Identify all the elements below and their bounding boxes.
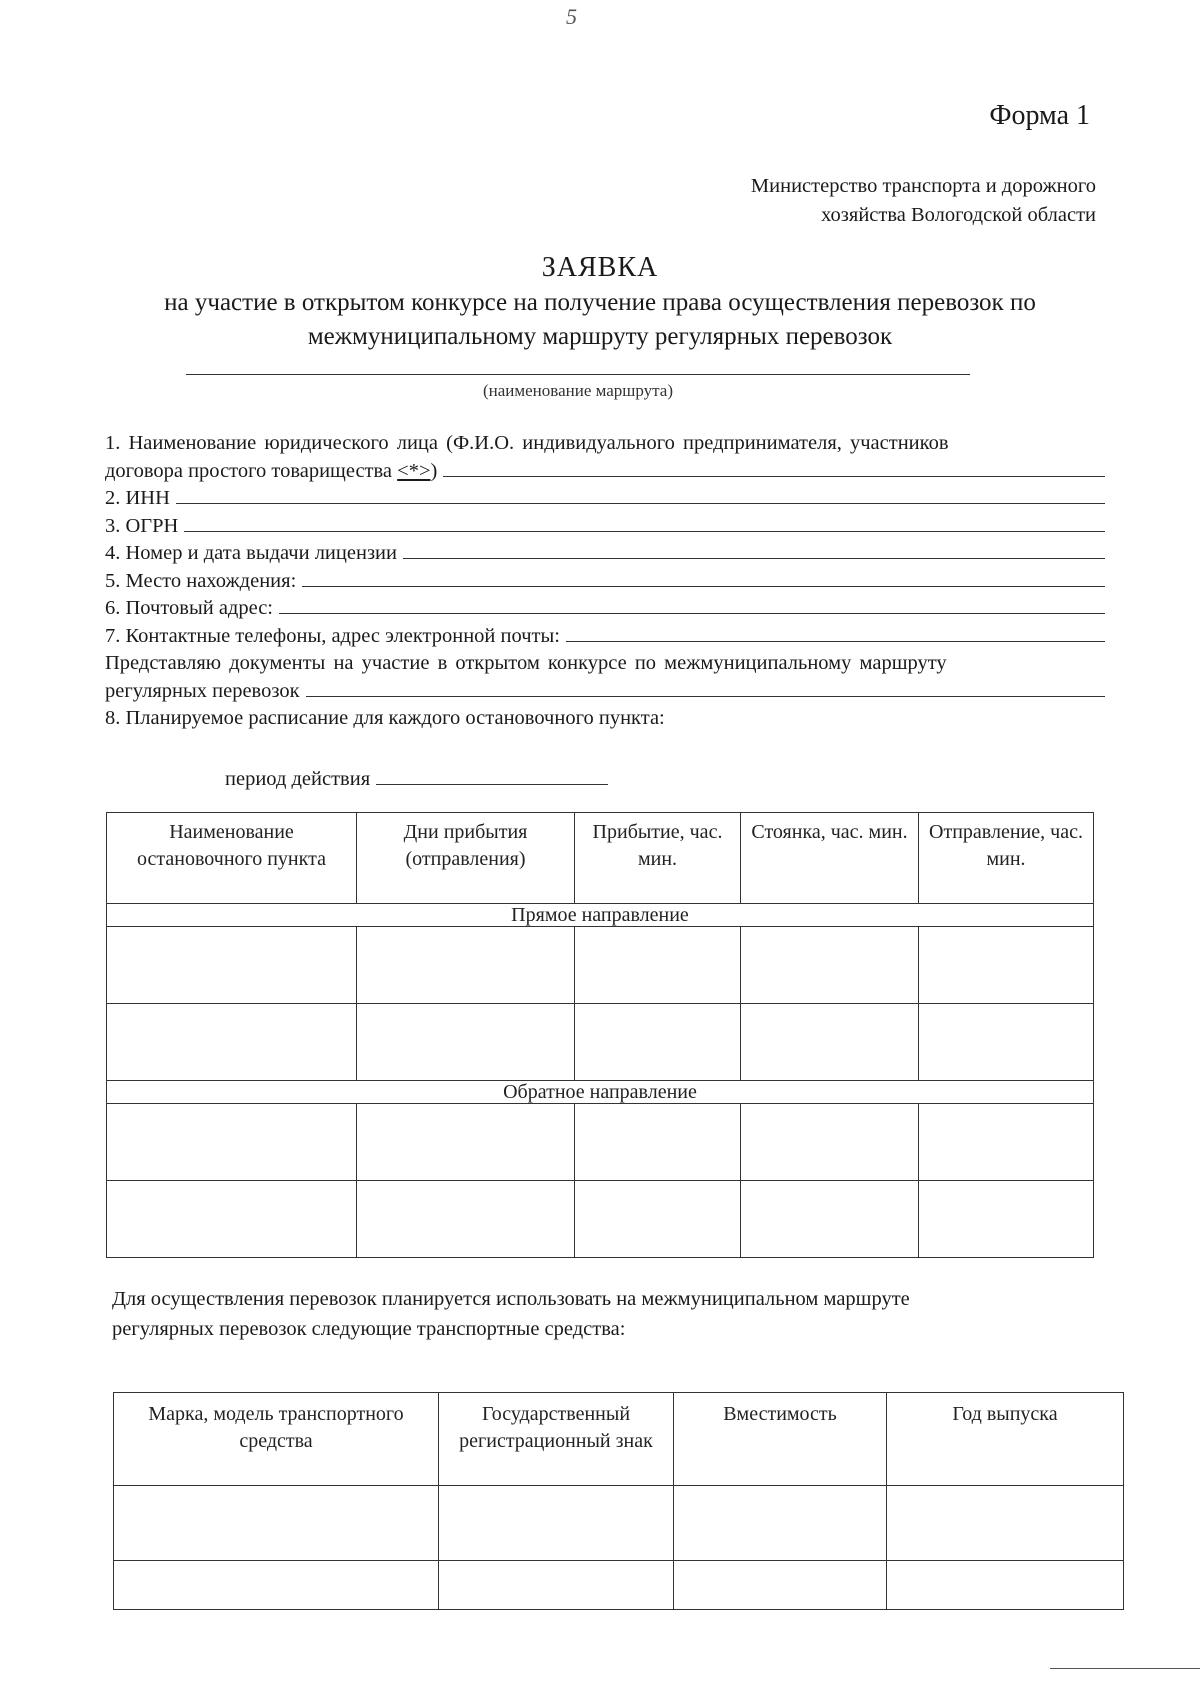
table-cell[interactable] bbox=[107, 1004, 357, 1081]
vehicle-header-row bbox=[114, 1393, 1124, 1486]
table-cell[interactable] bbox=[357, 1104, 575, 1181]
footnote-marker: <*> bbox=[397, 459, 431, 482]
inn-input[interactable] bbox=[176, 487, 1105, 504]
vehicles-intro-text-1: Для осуществления перевозок планируется использовать на межмуниципальном маршруте bbox=[112, 1288, 910, 1310]
legal-entity-name-input[interactable] bbox=[443, 460, 1105, 477]
field-1-line-1 bbox=[105, 430, 1105, 458]
table-row bbox=[114, 1486, 1124, 1561]
table-cell[interactable] bbox=[919, 1104, 1094, 1181]
table-cell[interactable] bbox=[575, 1104, 741, 1181]
route-name-field[interactable] bbox=[186, 374, 970, 375]
vehicles-intro-line-2: регулярных перевозок следующие транспортные средства: bbox=[112, 1318, 626, 1340]
table-cell[interactable] bbox=[887, 1486, 1124, 1561]
vehicles-intro-line-1 bbox=[112, 1284, 1106, 1314]
table-cell[interactable] bbox=[357, 927, 575, 1004]
table-cell[interactable] bbox=[575, 1004, 741, 1081]
table-row bbox=[114, 1561, 1124, 1610]
forward-direction-row bbox=[107, 904, 1094, 927]
field-schedule-heading bbox=[105, 705, 1105, 733]
postal-address-input[interactable] bbox=[279, 597, 1105, 614]
ministry-addressee bbox=[751, 172, 1096, 230]
field-ogrn bbox=[105, 513, 1105, 541]
field-1-label-cont: договора простого товарищества bbox=[105, 459, 393, 482]
table-row bbox=[107, 1181, 1094, 1258]
table-row bbox=[107, 927, 1094, 1004]
applicant-fields bbox=[105, 430, 1105, 733]
vehicle-table bbox=[113, 1392, 1124, 1610]
field-1-line-2 bbox=[105, 458, 1105, 486]
table-cell[interactable] bbox=[919, 1181, 1094, 1258]
col-stop-time: Стоянка, час. мин. bbox=[741, 813, 919, 904]
period-input[interactable] bbox=[376, 768, 608, 785]
table-row bbox=[107, 1004, 1094, 1081]
ogrn-input[interactable] bbox=[184, 515, 1105, 532]
table-cell[interactable] bbox=[107, 1104, 357, 1181]
present-docs-label-cont: регулярных перевозок bbox=[105, 679, 300, 702]
backward-direction-row bbox=[107, 1081, 1094, 1104]
col-registration-plate: Государственный регистрационный знак bbox=[439, 1393, 674, 1486]
col-vehicle-model: Марка, модель транспортного средства bbox=[114, 1393, 439, 1486]
table-cell[interactable] bbox=[357, 1004, 575, 1081]
license-label: 4. Номер и дата выдачи лицензии bbox=[105, 542, 397, 564]
table-cell[interactable] bbox=[439, 1486, 674, 1561]
table-cell[interactable] bbox=[107, 927, 357, 1004]
col-capacity: Вместимость bbox=[674, 1393, 887, 1486]
subtitle-line-1: на участие в открытом конкурсе на получение права осуществления перевозок по bbox=[164, 289, 1036, 316]
col-days: Дни прибытия (отправления) bbox=[357, 813, 575, 904]
field-license bbox=[105, 540, 1105, 568]
table-cell[interactable] bbox=[887, 1561, 1124, 1610]
col-stop-name: Наименование остановочного пункта bbox=[107, 813, 357, 904]
table-cell[interactable] bbox=[357, 1181, 575, 1258]
location-label: 5. Место нахождения: bbox=[105, 569, 297, 592]
field-location bbox=[105, 568, 1105, 596]
field-inn bbox=[105, 485, 1105, 513]
field-postal-address bbox=[105, 595, 1105, 623]
present-docs-line-2 bbox=[105, 678, 1105, 706]
schedule-table bbox=[106, 812, 1094, 1258]
table-cell[interactable] bbox=[439, 1561, 674, 1610]
table-cell[interactable] bbox=[919, 927, 1094, 1004]
postal-address-label: 6. Почтовый адрес: bbox=[105, 597, 274, 619]
subtitle-line-2: межмуниципальному маршруту регулярных перевозок bbox=[307, 323, 893, 350]
route-input[interactable] bbox=[306, 680, 1105, 697]
scan-edge-line bbox=[1050, 1668, 1200, 1669]
col-departure: Отправление, час. мин. bbox=[919, 813, 1094, 904]
present-docs-line-1 bbox=[105, 650, 1105, 678]
col-year: Год выпуска bbox=[887, 1393, 1124, 1486]
field-contacts bbox=[105, 623, 1105, 651]
route-name-caption: (наименование маршрута) bbox=[482, 381, 674, 400]
table-cell[interactable] bbox=[107, 1181, 357, 1258]
page-number-mark: 5 bbox=[566, 4, 577, 29]
table-cell[interactable] bbox=[674, 1486, 887, 1561]
contacts-label: 7. Контактные телефоны, адрес электронной почты: bbox=[105, 624, 560, 647]
location-input[interactable] bbox=[302, 570, 1105, 587]
table-cell[interactable] bbox=[741, 1181, 919, 1258]
field-1-close: ) bbox=[430, 459, 438, 482]
license-input[interactable] bbox=[403, 542, 1105, 559]
table-cell[interactable] bbox=[114, 1561, 439, 1610]
period-label: период действия bbox=[225, 768, 371, 790]
forward-direction-label: Прямое направление bbox=[107, 904, 1094, 927]
field-1-label: 1. Наименование юридического лица (Ф.И.О. индивидуального предпринимателя, участников bbox=[105, 432, 949, 454]
inn-label: 2. ИНН bbox=[105, 487, 170, 509]
table-cell[interactable] bbox=[114, 1486, 439, 1561]
contacts-input[interactable] bbox=[566, 625, 1105, 642]
table-cell[interactable] bbox=[575, 927, 741, 1004]
table-row bbox=[107, 1104, 1094, 1181]
schedule-header-row bbox=[107, 813, 1094, 904]
table-cell[interactable] bbox=[741, 927, 919, 1004]
vehicles-intro bbox=[112, 1284, 1106, 1344]
table-cell[interactable] bbox=[575, 1181, 741, 1258]
table-cell[interactable] bbox=[741, 1004, 919, 1081]
ministry-line-1: Министерство транспорта и дорожного bbox=[750, 175, 1096, 197]
col-arrival: Прибытие, час. мин. bbox=[575, 813, 741, 904]
backward-direction-label: Обратное направление bbox=[107, 1081, 1094, 1104]
document-title: ЗАЯВКА bbox=[541, 252, 659, 283]
table-cell[interactable] bbox=[919, 1004, 1094, 1081]
schedule-heading: 8. Планируемое расписание для каждого остановочного пункта: bbox=[105, 707, 665, 729]
present-docs-label: Представляю документы на участие в открытом конкурсе по межмуниципальному маршруту bbox=[105, 652, 947, 674]
ogrn-label: 3. ОГРН bbox=[105, 514, 179, 537]
form-label: Форма 1 bbox=[989, 100, 1090, 131]
table-cell[interactable] bbox=[741, 1104, 919, 1181]
ministry-line-2: хозяйства Вологодской области bbox=[821, 204, 1096, 226]
table-cell[interactable] bbox=[674, 1561, 887, 1610]
validity-period bbox=[225, 768, 608, 791]
document-subtitle bbox=[90, 286, 1110, 354]
